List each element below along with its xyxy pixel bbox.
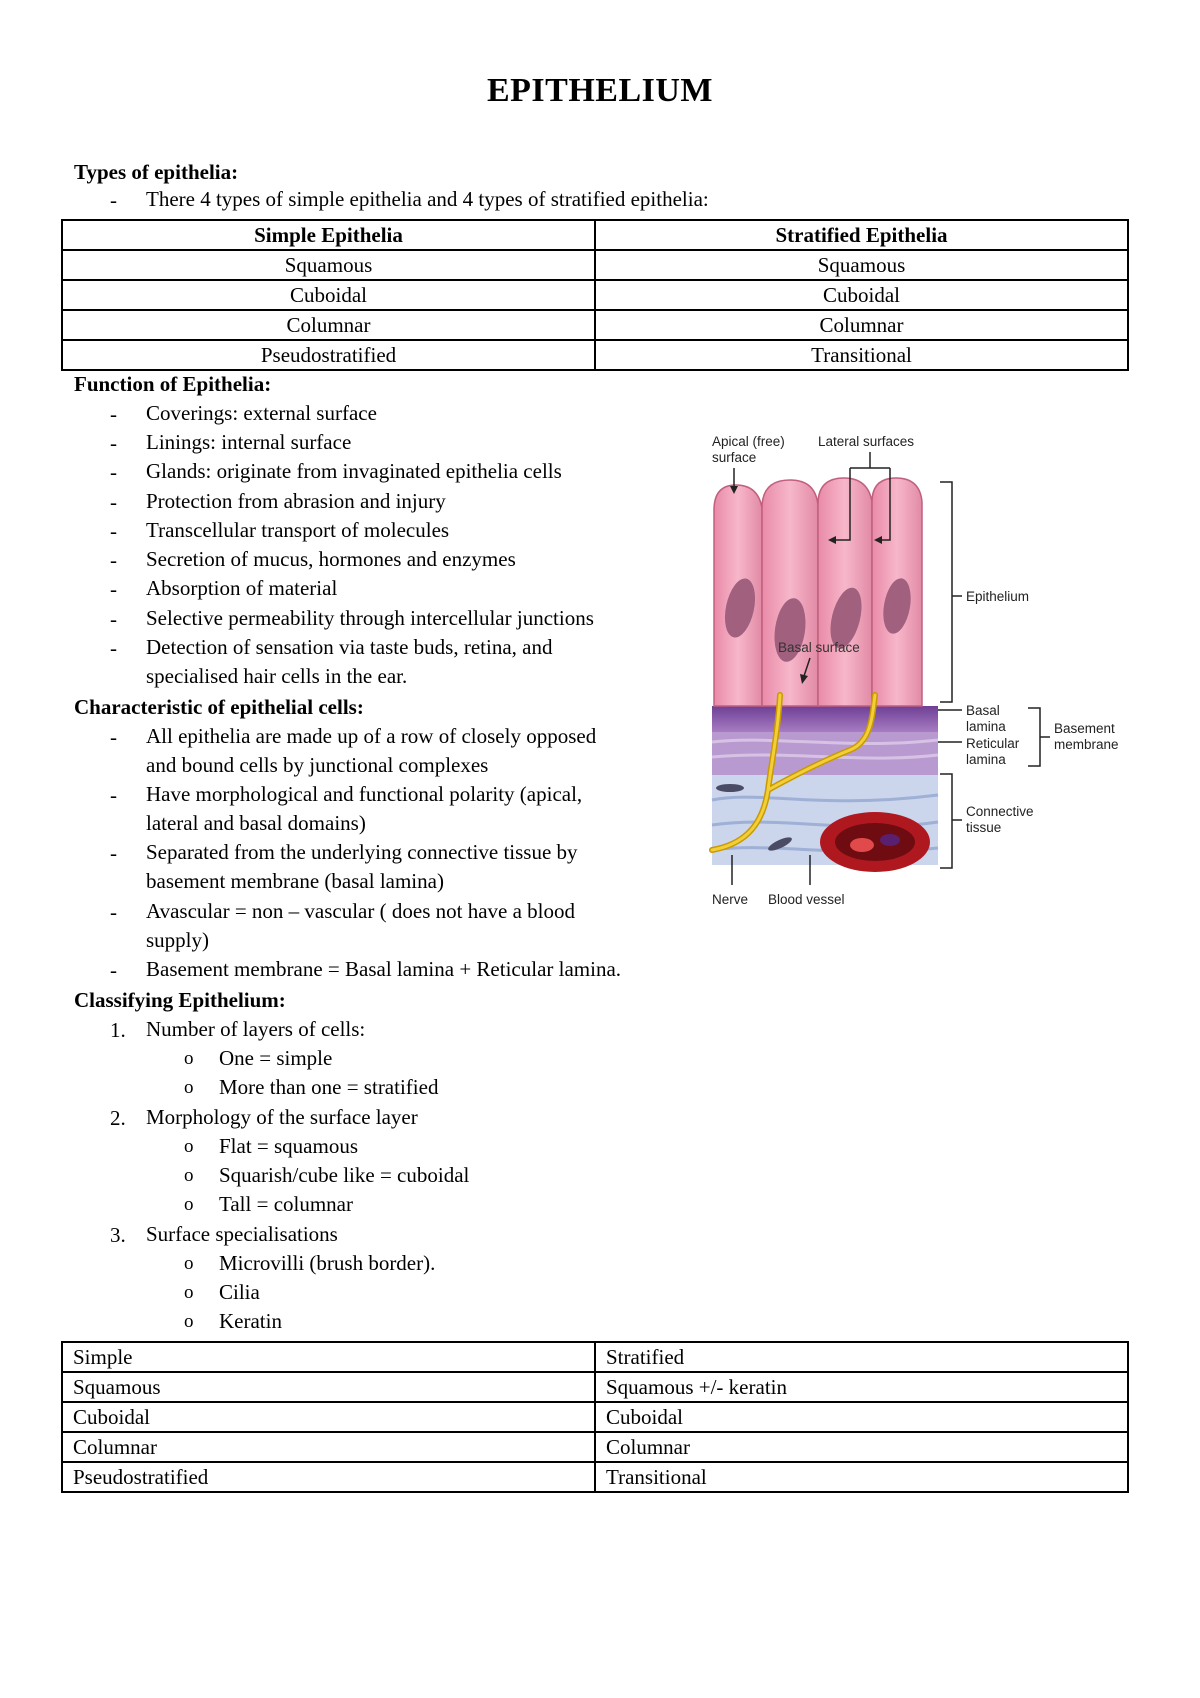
list-number: 1. — [110, 1018, 126, 1042]
blood-vessel-lumen — [835, 823, 915, 861]
fibroblast-shape — [716, 784, 744, 792]
bullet-dash: - — [110, 607, 117, 631]
bullet-dash: - — [110, 783, 117, 807]
table-cell: Transitional — [595, 340, 1128, 370]
list-item: Transcellular transport of molecules — [146, 518, 450, 542]
table-cell: Squamous — [62, 250, 595, 280]
table-row — [62, 250, 1128, 280]
label-nerve: Nerve — [712, 892, 749, 907]
bracket-line — [1028, 708, 1040, 766]
bullet-dash: - — [110, 841, 117, 865]
label-apical-line2: surface — [712, 450, 757, 465]
table-cell: Columnar — [62, 1432, 595, 1462]
list-item: Have morphological and functional polarity (apical, — [146, 782, 583, 806]
bullet-dash: - — [110, 519, 117, 543]
reticular-lamina-layer — [712, 730, 938, 775]
sub-list-item: Flat = squamous — [219, 1134, 359, 1158]
table-row — [62, 1342, 1128, 1372]
label-reticular-line1: Reticular — [966, 736, 1020, 751]
label-blood-vessel: Blood vessel — [768, 892, 845, 907]
bullet-dash: - — [110, 460, 117, 484]
list-item: Linings: internal surface — [146, 430, 352, 454]
sub-list-item: Cilia — [219, 1280, 260, 1304]
bullet-dash: - — [110, 402, 117, 426]
bullet-dash: - — [110, 725, 117, 749]
list-item: Protection from abrasion and injury — [146, 489, 446, 513]
label-basal-surface: Basal surface — [778, 640, 860, 655]
table-cell: Pseudostratified — [62, 1462, 595, 1492]
epithelial-cell — [762, 480, 818, 706]
list-item-continuation: basement membrane (basal lamina) — [146, 869, 444, 893]
sub-list-item: One = simple — [219, 1046, 333, 1070]
circle-bullet-icon: o — [184, 1136, 194, 1157]
table-cell: Cuboidal — [62, 1402, 595, 1432]
list-item: Number of layers of cells: — [146, 1017, 366, 1041]
circle-bullet-icon: o — [184, 1048, 194, 1069]
bracket-line — [940, 774, 952, 868]
bullet-dash: - — [110, 188, 117, 212]
bullet-dash: - — [110, 958, 117, 982]
sub-list-item: Microvilli (brush border). — [219, 1251, 436, 1275]
sub-list-item: More than one = stratified — [219, 1075, 439, 1099]
label-connective-line2: tissue — [966, 820, 1002, 835]
types-intro: There 4 types of simple epithelia and 4 types of stratified epithelia: — [146, 187, 709, 211]
white-blood-cell-shape — [880, 834, 900, 846]
label-lateral-surfaces: Lateral surfaces — [818, 434, 915, 449]
table-cell: Squamous — [595, 250, 1128, 280]
list-item-continuation: and bound cells by junctional complexes — [146, 753, 489, 777]
list-item: Separated from the underlying connective tissue by — [146, 840, 578, 864]
table-cell: Stratified — [595, 1342, 1128, 1372]
sub-list-item: Tall = columnar — [219, 1192, 353, 1216]
epithelium-diagram — [700, 430, 1170, 920]
table-row — [62, 1432, 1128, 1462]
basal-lamina-layer — [712, 706, 938, 732]
red-blood-cell-shape — [850, 838, 874, 852]
circle-bullet-icon: o — [184, 1311, 194, 1332]
bracket-line — [940, 482, 952, 702]
circle-bullet-icon: o — [184, 1253, 194, 1274]
characteristics-heading: Characteristic of epithelial cells: — [74, 695, 364, 719]
list-item-continuation: supply) — [146, 928, 209, 952]
table-row — [62, 1372, 1128, 1402]
list-item: Selective permeability through intercellular junctions — [146, 606, 594, 630]
list-item: Coverings: external surface — [146, 401, 377, 425]
table-row — [62, 1402, 1128, 1432]
sub-list-item: Keratin — [219, 1309, 282, 1333]
table-cell: Columnar — [595, 310, 1128, 340]
sub-list-item: Squarish/cube like = cuboidal — [219, 1163, 470, 1187]
list-item: All epithelia are made up of a row of closely opposed — [146, 724, 597, 748]
list-item: Surface specialisations — [146, 1222, 338, 1246]
table-cell: Columnar — [62, 310, 595, 340]
list-number: 2. — [110, 1106, 126, 1130]
table-header-row — [62, 220, 1128, 250]
bullet-dash: - — [110, 431, 117, 455]
table-cell: Squamous — [62, 1372, 595, 1402]
table-cell: Cuboidal — [595, 280, 1128, 310]
table-row — [62, 1462, 1128, 1492]
table-cell: Cuboidal — [62, 280, 595, 310]
label-basal-line2: lamina — [966, 719, 1006, 734]
bullet-dash: - — [110, 490, 117, 514]
list-item: Secretion of mucus, hormones and enzymes — [146, 547, 516, 571]
circle-bullet-icon: o — [184, 1282, 194, 1303]
classification-table — [61, 1341, 1129, 1493]
table-cell: Transitional — [595, 1462, 1128, 1492]
list-item-continuation: specialised hair cells in the ear. — [146, 664, 408, 688]
types-heading: Types of epithelia: — [74, 160, 239, 184]
table-cell: Pseudostratified — [62, 340, 595, 370]
list-item: Absorption of material — [146, 576, 338, 600]
table-row — [62, 310, 1128, 340]
table-cell: Columnar — [595, 1432, 1128, 1462]
label-basal-line1: Basal — [966, 703, 1000, 718]
list-item: Detection of sensation via taste buds, retina, and — [146, 635, 553, 659]
circle-bullet-icon: o — [184, 1194, 194, 1215]
table-cell: Cuboidal — [595, 1402, 1128, 1432]
label-reticular-line2: lamina — [966, 752, 1006, 767]
epithelia-types-table — [61, 219, 1129, 371]
circle-bullet-icon: o — [184, 1165, 194, 1186]
table-header-cell: Simple Epithelia — [62, 220, 595, 250]
classifying-heading: Classifying Epithelium: — [74, 988, 286, 1012]
function-heading: Function of Epithelia: — [74, 372, 272, 396]
list-item: Morphology of the surface layer — [146, 1105, 418, 1129]
bullet-dash: - — [110, 636, 117, 660]
table-row — [62, 340, 1128, 370]
label-basement-line1: Basement — [1054, 721, 1115, 736]
list-item: Glands: originate from invaginated epithelia cells — [146, 459, 562, 483]
bullet-dash: - — [110, 548, 117, 572]
bullet-dash: - — [110, 900, 117, 924]
list-item: Basement membrane = Basal lamina + Reticular lamina. — [146, 957, 622, 981]
list-item: Avascular = non – vascular ( does not have a blood — [146, 899, 575, 923]
label-connective-line1: Connective — [966, 804, 1034, 819]
bullet-dash: - — [110, 577, 117, 601]
list-item-continuation: lateral and basal domains) — [146, 811, 366, 835]
label-apical-line1: Apical (free) — [712, 434, 785, 449]
circle-bullet-icon: o — [184, 1077, 194, 1098]
label-epithelium: Epithelium — [966, 589, 1030, 604]
table-row — [62, 280, 1128, 310]
table-header-cell: Stratified Epithelia — [595, 220, 1128, 250]
table-cell: Squamous +/- keratin — [595, 1372, 1128, 1402]
list-number: 3. — [110, 1223, 126, 1247]
page-title: EPITHELIUM — [486, 72, 714, 109]
table-cell: Simple — [62, 1342, 595, 1372]
label-basement-line2: membrane — [1054, 737, 1119, 752]
